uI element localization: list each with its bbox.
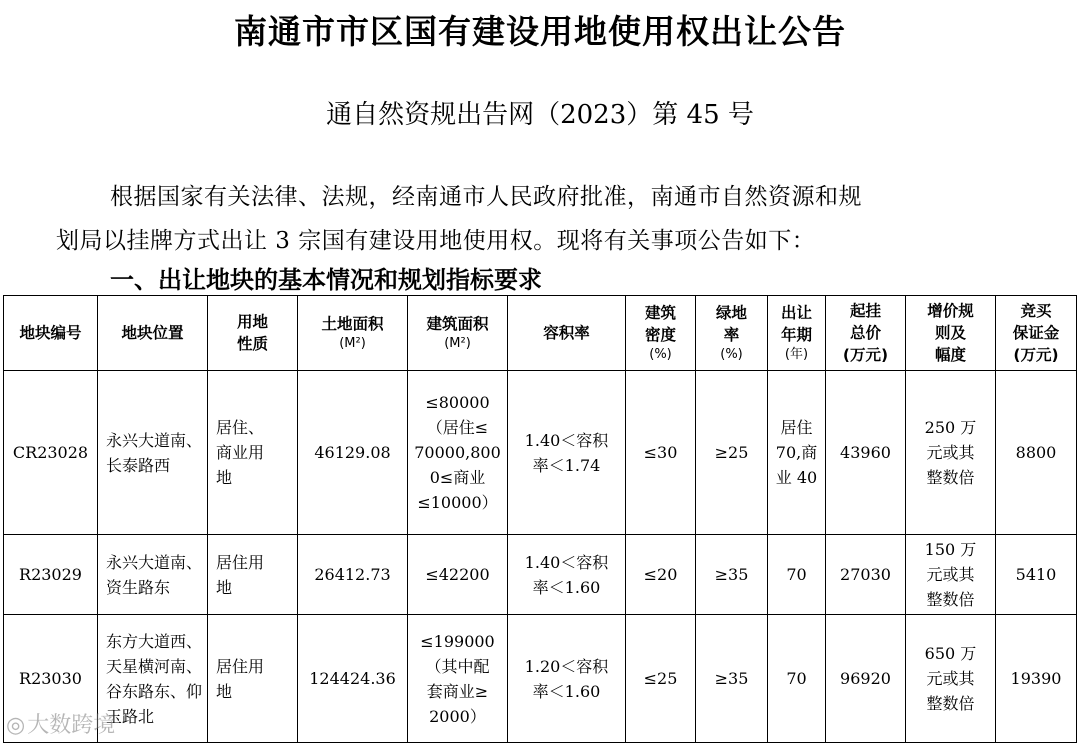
land-use-line: 商业用 (216, 443, 265, 462)
table-row (4, 371, 1077, 535)
land-use-cell (208, 615, 298, 743)
plot-location-line: 东方大道西、 (106, 631, 203, 651)
column-header-label: 年期 (780, 326, 812, 344)
column-header (906, 296, 996, 371)
intro-paragraph-line1: 根据国家有关法律、法规，经南通市人民政府批准，南通市自然资源和规 (110, 184, 862, 210)
column-header (98, 296, 208, 371)
building-area-line: 2000） (429, 706, 486, 726)
column-header-label: (万元) (842, 346, 889, 364)
building-area-cell (408, 535, 508, 615)
bid-deposit-cell: 8800 (996, 371, 1077, 535)
land-use-line: 居住用 (216, 656, 265, 676)
plot-location-cell (98, 535, 208, 615)
column-header (826, 296, 906, 371)
plot-location-line: 永兴大道南、 (106, 552, 203, 572)
land-use-line: 居住、 (216, 418, 265, 437)
land-plots-table (3, 295, 1077, 743)
table-header-row (4, 296, 1077, 371)
column-header (696, 296, 768, 371)
announcement-title: 南通市市区国有建设用地使用权出让公告 (234, 12, 846, 51)
bid-increment-line: 元或其 (926, 669, 975, 688)
building-density-cell: ≤20 (626, 535, 696, 615)
watermark-text: 大数跨境 (27, 713, 116, 738)
column-header-unit: (M²) (444, 336, 471, 351)
plot-code-cell: CR23028 (4, 371, 98, 535)
land-use-cell (208, 371, 298, 535)
building-area-line: ≤199000 (420, 631, 495, 651)
land-use-line: 地 (216, 577, 233, 597)
bid-increment-line: 150 万 (924, 540, 977, 559)
plot-code-cell: R23029 (4, 535, 98, 615)
lease-term-line: 70,商 (775, 443, 818, 462)
column-header-label: 土地面积 (321, 315, 384, 333)
section1-heading: 一、出让地块的基本情况和规划指标要求 (110, 265, 542, 294)
land-use-line: 地 (216, 681, 233, 701)
floor-area-ratio-line: 1.20＜容积 (524, 656, 609, 676)
column-header-label: (万元) (1013, 346, 1059, 364)
column-header-label: 密度 (644, 326, 676, 344)
plot-location-line: 玉路北 (106, 706, 155, 726)
column-header-label: 用地 (236, 313, 268, 331)
column-header-label: 幅度 (934, 346, 966, 364)
land-area-cell: 46129.08 (298, 371, 408, 535)
column-header (208, 296, 298, 371)
building-area-line: （居住≤ (426, 418, 489, 437)
bid-increment-line: 整数倍 (926, 590, 975, 609)
building-density-cell: ≤25 (626, 615, 696, 743)
plot-location-line: 长泰路西 (106, 455, 171, 475)
building-area-line: 70000,800 (414, 443, 501, 462)
column-header-label: 率 (723, 326, 740, 344)
column-header (298, 296, 408, 371)
column-header-unit: (%) (720, 347, 743, 362)
lease-term-line: 居住 (780, 418, 813, 437)
column-header-label: 增价规 (927, 302, 974, 320)
column-header (508, 296, 626, 371)
intro-paragraph-line2: 划局以挂牌方式出让 3 宗国有建设用地使用权。现将有关事项公告如下： (56, 228, 816, 254)
floor-area-ratio-cell (508, 535, 626, 615)
starting-price-cell: 43960 (826, 371, 906, 535)
plot-location-line: 谷东路东、仰 (106, 681, 203, 701)
floor-area-ratio-cell (508, 615, 626, 743)
column-header-label: 竞买 (1020, 302, 1052, 320)
document-number: 通自然资规出告网（2023）第 45 号 (326, 100, 754, 130)
bid-deposit-cell: 19390 (996, 615, 1077, 743)
bid-increment-cell (906, 371, 996, 535)
building-density-cell: ≤30 (626, 371, 696, 535)
plot-code-cell: R23030 (4, 615, 98, 743)
floor-area-ratio-cell (508, 371, 626, 535)
building-area-line: ≤10000） (417, 493, 498, 512)
column-header-label: 性质 (236, 335, 268, 353)
lease-term-line: 业 40 (775, 468, 818, 487)
column-header-label: 地块位置 (121, 324, 184, 342)
bid-increment-line: 650 万 (924, 644, 977, 663)
column-header-label: 则及 (934, 324, 966, 342)
land-use-line: 地 (216, 468, 233, 487)
green-ratio-cell: ≥35 (696, 615, 768, 743)
weibo-logo-icon: ◎ (6, 713, 26, 738)
lease-term-line: 70 (786, 565, 807, 584)
column-header-label: 建筑面积 (426, 315, 489, 333)
column-header-label: 出让 (780, 304, 812, 322)
column-header-label: 建筑 (644, 304, 676, 322)
column-header-label: 绿地 (715, 304, 747, 322)
column-header (768, 296, 826, 371)
floor-area-ratio-line: 1.40＜容积 (524, 552, 609, 572)
floor-area-ratio-line: 1.40＜容积 (524, 430, 609, 450)
building-area-line: ≤80000 (425, 393, 490, 412)
column-header (626, 296, 696, 371)
bid-increment-line: 250 万 (924, 418, 977, 437)
land-use-cell (208, 535, 298, 615)
land-area-cell: 26412.73 (298, 535, 408, 615)
plot-location-line: 天星横河南、 (106, 656, 203, 676)
floor-area-ratio-line: 率＜1.60 (532, 681, 601, 701)
land-area-cell: 124424.36 (298, 615, 408, 743)
green-ratio-cell: ≥25 (696, 371, 768, 535)
floor-area-ratio-line: 率＜1.74 (532, 455, 601, 475)
column-header-unit: (%) (649, 347, 672, 362)
building-area-line: 套商业≥ (426, 681, 489, 701)
lease-term-cell (768, 615, 826, 743)
plot-location-line: 永兴大道南、 (106, 430, 203, 450)
building-area-cell (408, 615, 508, 743)
column-header (996, 296, 1077, 371)
building-area-line: 0≤商业 (429, 468, 486, 487)
lease-term-cell (768, 535, 826, 615)
bid-deposit-cell: 5410 (996, 535, 1077, 615)
floor-area-ratio-line: 率＜1.60 (532, 577, 601, 597)
table-row (4, 615, 1077, 743)
starting-price-cell: 96920 (826, 615, 906, 743)
starting-price-cell: 27030 (826, 535, 906, 615)
building-area-line: ≤42200 (425, 565, 490, 584)
column-header-label: 起挂 (849, 302, 881, 320)
lease-term-cell (768, 371, 826, 535)
column-header-unit: (M²) (339, 336, 366, 351)
column-header-unit: (年) (784, 347, 809, 362)
bid-increment-line: 元或其 (926, 565, 975, 584)
land-use-line: 居住用 (216, 552, 265, 572)
watermark (6, 708, 115, 739)
lease-term-line: 70 (786, 669, 807, 688)
green-ratio-cell: ≥35 (696, 535, 768, 615)
building-area-line: （其中配 (425, 656, 490, 676)
column-header-label: 保证金 (1012, 324, 1060, 342)
bid-increment-line: 整数倍 (926, 468, 975, 487)
building-area-cell (408, 371, 508, 535)
table-row (4, 535, 1077, 615)
column-header-label: 总价 (849, 324, 881, 342)
bid-increment-cell (906, 615, 996, 743)
column-header (408, 296, 508, 371)
column-header-label: 容积率 (543, 324, 590, 342)
column-header-label: 地块编号 (19, 324, 82, 342)
bid-increment-line: 元或其 (926, 443, 975, 462)
bid-increment-line: 整数倍 (926, 694, 975, 713)
plot-location-line: 资生路东 (106, 577, 171, 597)
column-header (4, 296, 98, 371)
bid-increment-cell (906, 535, 996, 615)
plot-location-cell (98, 371, 208, 535)
